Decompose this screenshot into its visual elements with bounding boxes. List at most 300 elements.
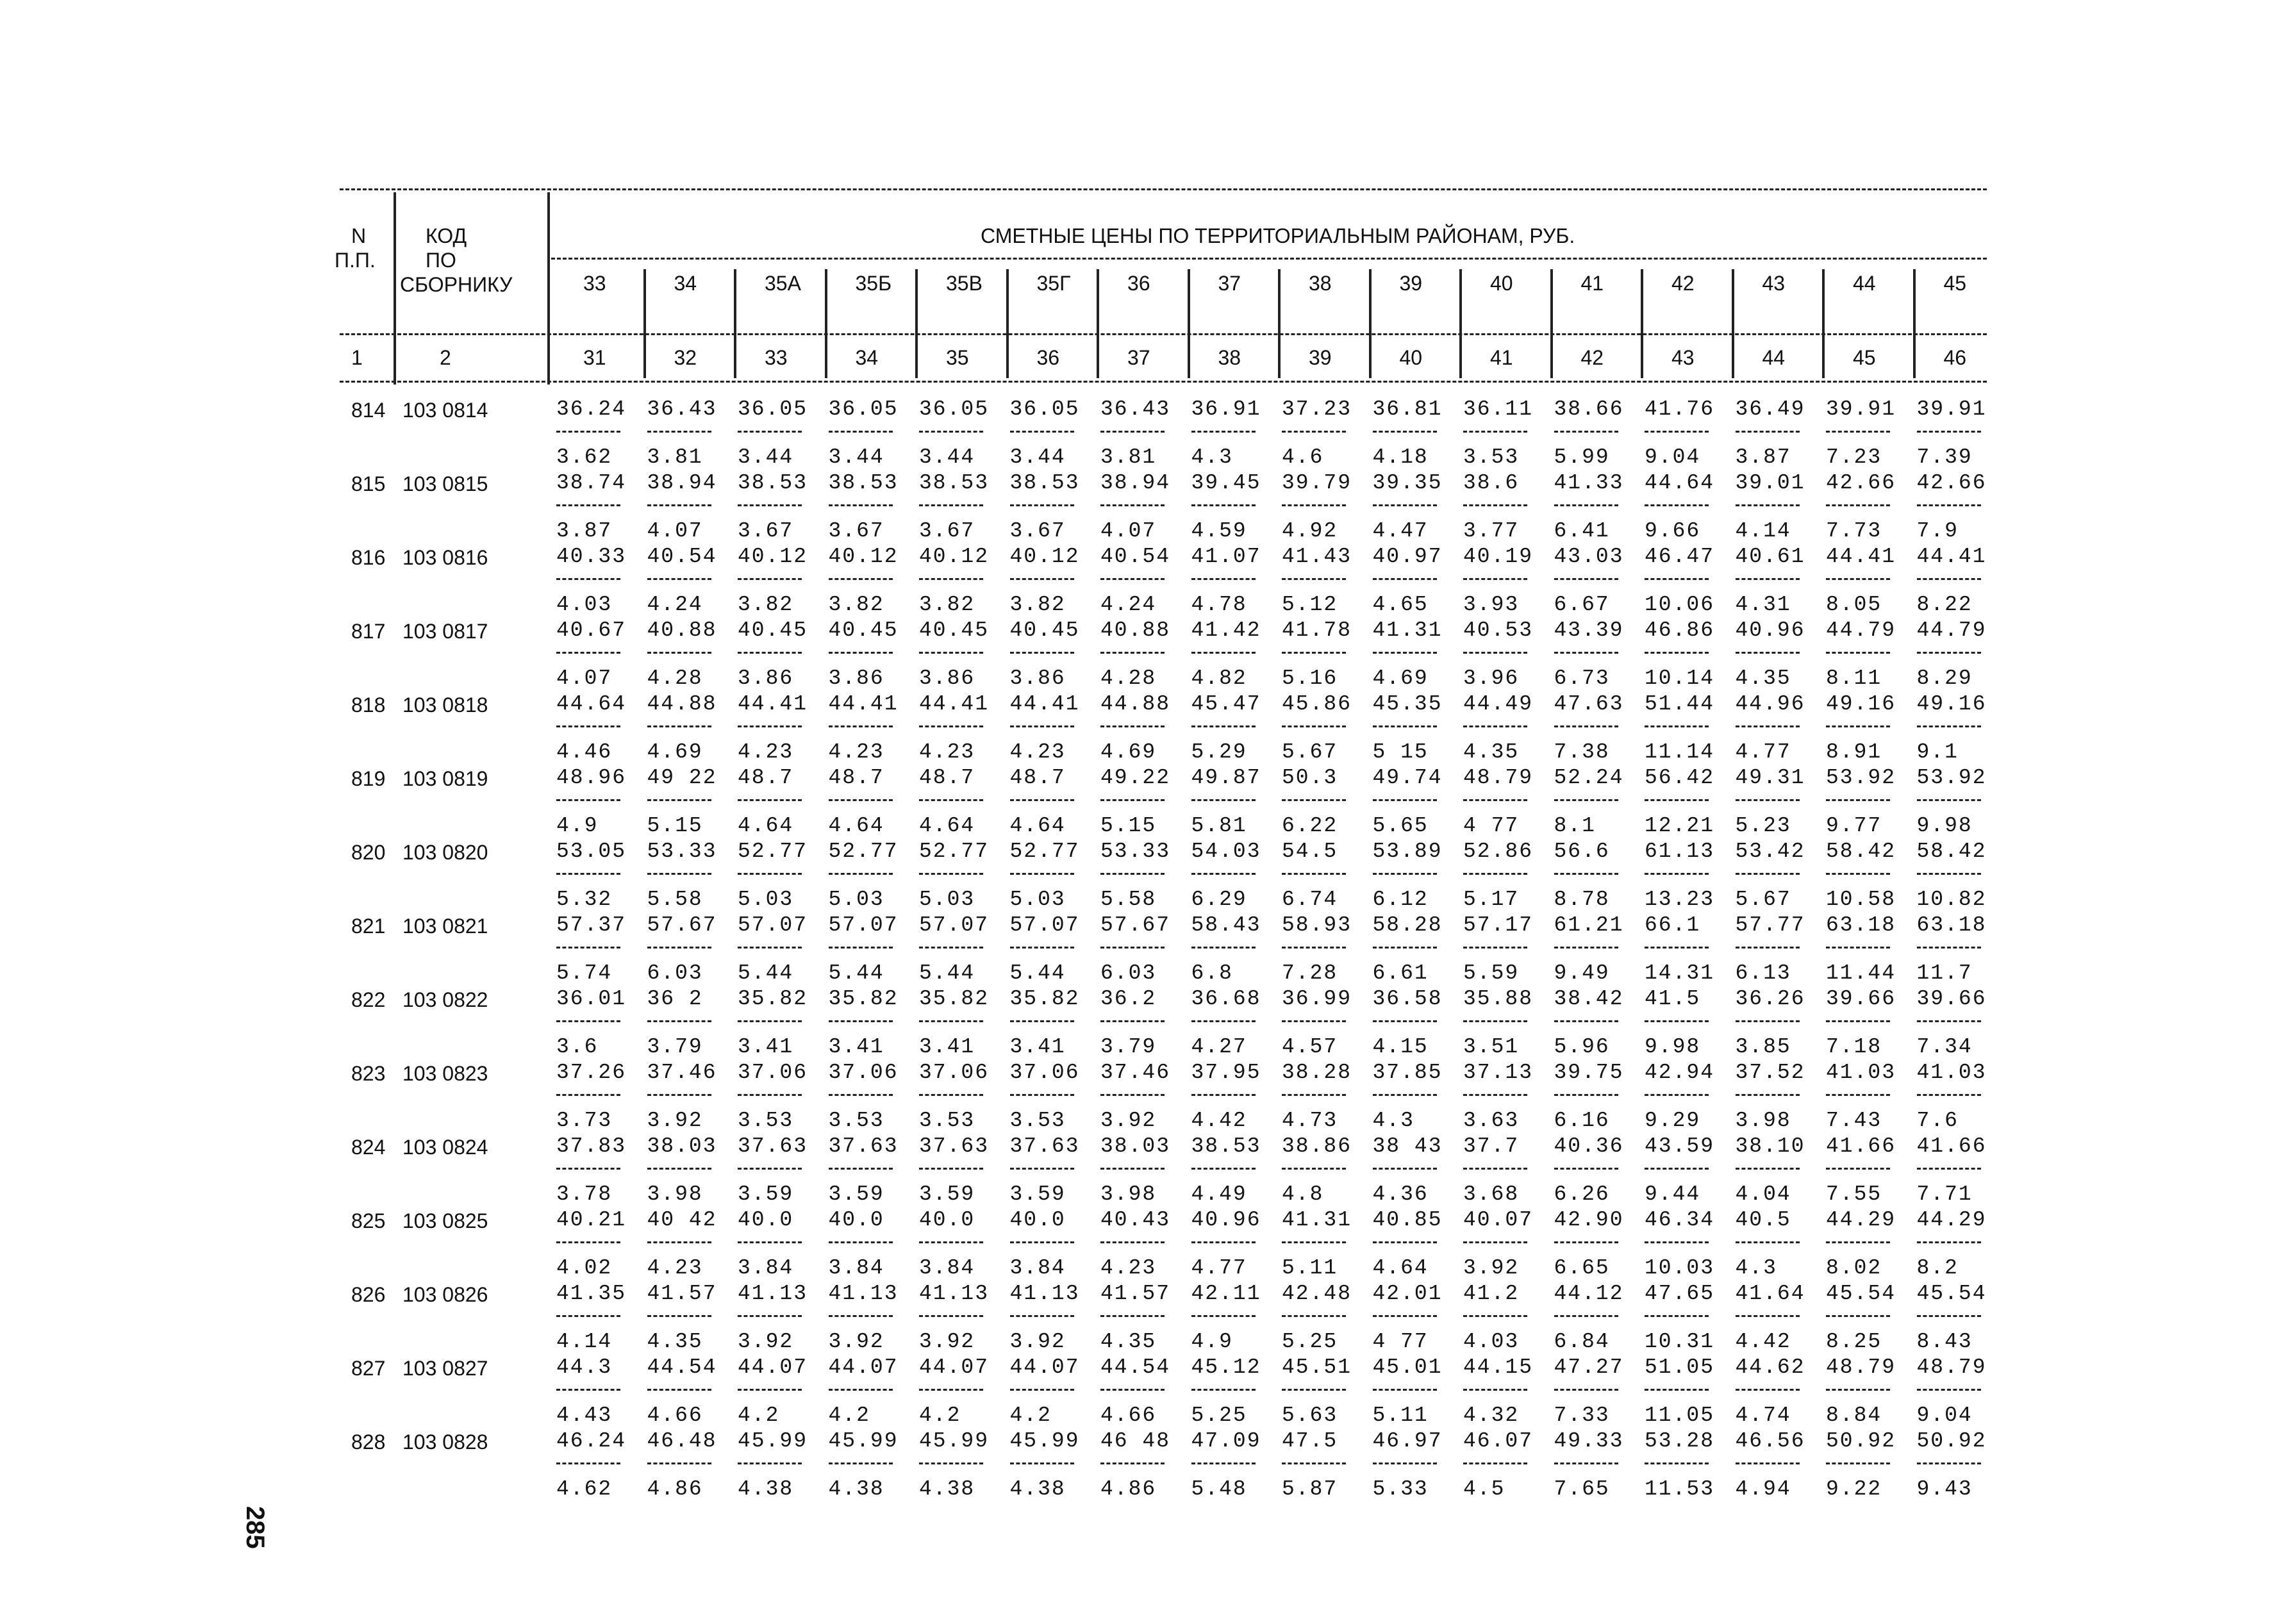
price-wage: 7.55 <box>1826 1182 1882 1206</box>
price-total: 37.06 <box>919 1061 990 1084</box>
price-total: 41.07 <box>1191 545 1261 568</box>
price-total: 48.79 <box>1826 1355 1896 1379</box>
price-total: 46.07 <box>1463 1429 1534 1453</box>
fraction-line <box>1010 1241 1074 1243</box>
fraction-line <box>647 1020 711 1022</box>
price-total: 42.48 <box>1282 1282 1352 1305</box>
price-wage: 3.96 <box>1463 667 1520 690</box>
price-total: 38.53 <box>738 471 808 495</box>
price-total: 50.92 <box>1826 1429 1896 1453</box>
fraction-line <box>1826 652 1890 654</box>
fraction-line <box>1191 1094 1256 1096</box>
price-wage: 4.14 <box>556 1330 613 1354</box>
fraction-line <box>829 725 893 727</box>
price-wage: 7.65 <box>1554 1477 1610 1501</box>
price-total: 45.86 <box>1282 692 1352 716</box>
fraction-line <box>919 504 983 506</box>
fraction-line <box>556 1389 620 1391</box>
region-divider <box>1550 269 1553 378</box>
row-code: 103 0814 <box>402 399 488 422</box>
price-total: 40.45 <box>828 618 899 642</box>
fraction-line <box>1100 578 1165 580</box>
region-divider <box>1097 269 1099 378</box>
price-total: 42.94 <box>1645 1061 1715 1084</box>
fraction-line <box>1645 799 1709 801</box>
fraction-line <box>1917 947 1981 949</box>
price-total: 57.17 <box>1463 913 1534 937</box>
fraction-line <box>556 1020 620 1022</box>
price-total: 37.26 <box>556 1061 627 1084</box>
price-total: 44.07 <box>828 1355 899 1379</box>
price-wage: 3.98 <box>1100 1182 1157 1206</box>
price-total: 41.35 <box>556 1282 627 1305</box>
price-wage: 3.78 <box>556 1182 613 1206</box>
price-wage: 10.14 <box>1645 667 1715 690</box>
fraction-line <box>1917 1315 1981 1317</box>
colnum-header: 33 <box>765 346 788 369</box>
price-total: 45.01 <box>1372 1355 1443 1379</box>
region-header: 41 <box>1580 272 1604 295</box>
price-wage: 4.3 <box>1735 1256 1777 1280</box>
colnum-header: 42 <box>1580 346 1604 369</box>
price-total: 45.51 <box>1282 1355 1352 1379</box>
fraction-line <box>829 1020 893 1022</box>
price-wage: 8.02 <box>1826 1256 1882 1280</box>
price-total: 38.6 <box>1463 471 1520 495</box>
price-wage: 4.92 <box>1282 519 1338 543</box>
region-divider <box>1822 269 1825 378</box>
fraction-line <box>1191 1168 1256 1170</box>
price-total: 49.31 <box>1735 766 1805 790</box>
row-code: 103 0827 <box>402 1357 488 1380</box>
price-wage: 4.74 <box>1735 1404 1791 1427</box>
price-total: 40.97 <box>1372 545 1443 568</box>
price-wage: 8.78 <box>1554 888 1610 911</box>
price-total: 44.07 <box>919 1355 990 1379</box>
price-wage: 4.6 <box>1282 445 1324 469</box>
price-total: 40 42 <box>647 1208 717 1232</box>
price-total: 48.7 <box>738 766 794 790</box>
price-total: 41.03 <box>1916 1061 1987 1084</box>
fraction-line <box>1917 652 1981 654</box>
price-total: 40.0 <box>919 1208 975 1232</box>
price-wage: 3.53 <box>1009 1109 1066 1132</box>
colnum-header: 41 <box>1490 346 1513 369</box>
price-total: 41.76 <box>1645 397 1715 421</box>
price-wage: 5.12 <box>1282 593 1338 617</box>
price-wage: 4.42 <box>1191 1109 1247 1132</box>
price-wage: 9.22 <box>1826 1477 1882 1501</box>
fraction-line <box>919 652 983 654</box>
price-wage: 3.84 <box>1009 1256 1066 1280</box>
fraction-line <box>1826 578 1890 580</box>
fraction-line <box>1373 1462 1437 1464</box>
price-total: 36.68 <box>1191 987 1261 1011</box>
price-wage: 6.84 <box>1554 1330 1610 1354</box>
price-wage: 3.51 <box>1463 1035 1520 1059</box>
fraction-line <box>1100 1094 1165 1096</box>
fraction-line <box>919 1094 983 1096</box>
fraction-line <box>1917 873 1981 875</box>
price-total: 40.19 <box>1463 545 1534 568</box>
price-wage: 5.15 <box>647 814 703 838</box>
price-wage: 3.41 <box>919 1035 975 1059</box>
price-wage: 8.84 <box>1826 1404 1882 1427</box>
price-total: 44.12 <box>1554 1282 1624 1305</box>
fraction-line <box>1554 1389 1618 1391</box>
price-total: 49 22 <box>647 766 717 790</box>
fraction-line <box>1463 799 1527 801</box>
price-total: 44.07 <box>738 1355 808 1379</box>
price-total: 44.41 <box>919 692 990 716</box>
price-wage: 11.7 <box>1916 961 1973 985</box>
fraction-line <box>738 1315 802 1317</box>
fraction-line <box>919 578 983 580</box>
price-total: 40.07 <box>1463 1208 1534 1232</box>
price-total: 41.64 <box>1735 1282 1805 1305</box>
fraction-line <box>1010 578 1074 580</box>
fraction-line <box>738 431 802 433</box>
fraction-line <box>647 1389 711 1391</box>
fraction-line <box>1010 799 1074 801</box>
price-total: 45.47 <box>1191 692 1261 716</box>
fraction-line <box>556 504 620 506</box>
fraction-line <box>1010 504 1074 506</box>
region-header: 40 <box>1490 272 1513 295</box>
fraction-line <box>1010 725 1074 727</box>
price-total: 36.99 <box>1282 987 1352 1011</box>
fraction-line <box>1010 1168 1074 1170</box>
price-total: 48.7 <box>828 766 884 790</box>
fraction-line <box>1645 1168 1709 1170</box>
price-wage: 3.79 <box>1100 1035 1157 1059</box>
fraction-line <box>738 1020 802 1022</box>
fraction-line <box>1010 1094 1074 1096</box>
fraction-line <box>1917 1462 1981 1464</box>
price-total: 66.1 <box>1645 913 1701 937</box>
price-wage: 7.39 <box>1916 445 1973 469</box>
price-total: 36.05 <box>738 397 808 421</box>
fraction-line <box>738 652 802 654</box>
price-wage: 5.03 <box>919 888 975 911</box>
price-wage: 3.86 <box>828 667 884 690</box>
price-wage: 10.06 <box>1645 593 1715 617</box>
price-total: 56.6 <box>1554 840 1610 863</box>
price-total: 58.28 <box>1372 913 1443 937</box>
price-wage: 5.25 <box>1282 1330 1338 1354</box>
price-wage: 4.23 <box>919 740 975 764</box>
price-wage: 4.69 <box>647 740 703 764</box>
price-wage: 9.1 <box>1916 740 1959 764</box>
row-code: 103 0823 <box>402 1062 488 1085</box>
price-wage: 6.67 <box>1554 593 1610 617</box>
price-wage: 3.86 <box>919 667 975 690</box>
price-total: 53.42 <box>1735 840 1805 863</box>
price-total: 36.26 <box>1735 987 1805 1011</box>
price-wage: 4.94 <box>1735 1477 1791 1501</box>
colnum-1: 1 <box>351 346 363 369</box>
price-total: 37.95 <box>1191 1061 1261 1084</box>
price-wage: 4.07 <box>647 519 703 543</box>
fraction-line <box>1826 947 1890 949</box>
fraction-line <box>1554 947 1618 949</box>
price-total: 38.53 <box>828 471 899 495</box>
fraction-line <box>1463 431 1527 433</box>
fraction-line <box>1826 725 1890 727</box>
price-total: 35.82 <box>919 987 990 1011</box>
price-wage: 4.8 <box>1282 1182 1324 1206</box>
price-wage: 4.03 <box>556 593 613 617</box>
price-total: 40.0 <box>828 1208 884 1232</box>
fraction-line <box>1826 1168 1890 1170</box>
fraction-line <box>1645 1462 1709 1464</box>
price-total: 40.45 <box>919 618 990 642</box>
price-wage: 5.59 <box>1463 961 1520 985</box>
price-total: 53.28 <box>1645 1429 1715 1453</box>
price-total: 57.07 <box>738 913 808 937</box>
price-wage: 3.59 <box>919 1182 975 1206</box>
fraction-line <box>919 947 983 949</box>
price-wage: 6.8 <box>1191 961 1233 985</box>
price-total: 36.43 <box>1100 397 1171 421</box>
price-wage: 4.35 <box>1463 740 1520 764</box>
price-wage: 11.44 <box>1826 961 1896 985</box>
price-total: 39.66 <box>1826 987 1896 1011</box>
fraction-line <box>1373 947 1437 949</box>
price-wage: 4.2 <box>828 1404 870 1427</box>
price-total: 42.01 <box>1372 1282 1443 1305</box>
price-total: 44.64 <box>1645 471 1715 495</box>
price-total: 41.2 <box>1463 1282 1520 1305</box>
fraction-line <box>1282 431 1346 433</box>
price-wage: 5.15 <box>1100 814 1157 838</box>
price-wage: 7.33 <box>1554 1404 1610 1427</box>
price-total: 47.5 <box>1282 1429 1338 1453</box>
fraction-line <box>919 431 983 433</box>
fraction-line <box>1191 1315 1256 1317</box>
fraction-line <box>1736 578 1800 580</box>
price-wage: 8.1 <box>1554 814 1596 838</box>
fraction-line <box>919 1462 983 1464</box>
price-wage: 4.36 <box>1372 1182 1429 1206</box>
fraction-line <box>738 947 802 949</box>
price-wage: 4.77 <box>1191 1256 1247 1280</box>
price-total: 46.86 <box>1645 618 1715 642</box>
price-wage: 3.53 <box>1463 445 1520 469</box>
fraction-line <box>1826 1094 1890 1096</box>
price-total: 39.35 <box>1372 471 1443 495</box>
fraction-line <box>1463 578 1527 580</box>
fraction-line <box>1463 947 1527 949</box>
price-wage: 5.44 <box>828 961 884 985</box>
header-mid-rule <box>340 333 1987 335</box>
price-wage: 4.64 <box>1372 1256 1429 1280</box>
price-total: 44.41 <box>1009 692 1080 716</box>
region-divider <box>825 269 827 378</box>
price-total: 36 2 <box>647 987 703 1011</box>
fraction-line <box>1373 1168 1437 1170</box>
price-wage: 5.81 <box>1191 814 1247 838</box>
price-total: 53.33 <box>647 840 717 863</box>
fraction-line <box>1917 725 1981 727</box>
fraction-line <box>829 431 893 433</box>
price-wage: 14.31 <box>1645 961 1715 985</box>
fraction-line <box>647 431 711 433</box>
fraction-line <box>1100 652 1165 654</box>
header-divider-code <box>547 192 550 385</box>
fraction-line <box>556 1168 620 1170</box>
header-divider-num <box>394 192 396 385</box>
price-wage: 9.44 <box>1645 1182 1701 1206</box>
price-wage: 13.23 <box>1645 888 1715 911</box>
fraction-line <box>1554 652 1618 654</box>
price-wage: 4 77 <box>1463 814 1520 838</box>
fraction-line <box>647 947 711 949</box>
price-wage: 3.92 <box>1100 1109 1157 1132</box>
price-total: 52.77 <box>919 840 990 863</box>
price-wage: 4.38 <box>919 1477 975 1501</box>
fraction-line <box>738 1168 802 1170</box>
fraction-line <box>556 1462 620 1464</box>
fraction-line <box>647 873 711 875</box>
region-header: 45 <box>1943 272 1967 295</box>
price-wage: 8.91 <box>1826 740 1882 764</box>
row-code: 103 0828 <box>402 1430 488 1454</box>
fraction-line <box>1373 431 1437 433</box>
price-total: 49.87 <box>1191 766 1261 790</box>
region-divider <box>1459 269 1462 378</box>
price-total: 40.21 <box>556 1208 627 1232</box>
fraction-line <box>1917 504 1981 506</box>
price-total: 38.42 <box>1554 987 1624 1011</box>
row-number: 814 <box>351 399 386 422</box>
price-total: 38.86 <box>1282 1134 1352 1158</box>
price-wage: 4.35 <box>1100 1330 1157 1354</box>
fraction-line <box>1191 873 1256 875</box>
price-total: 63.18 <box>1916 913 1987 937</box>
price-wage: 3.67 <box>828 519 884 543</box>
fraction-line <box>556 725 620 727</box>
fraction-line <box>556 1315 620 1317</box>
fraction-line <box>829 1389 893 1391</box>
price-total: 40.53 <box>1463 618 1534 642</box>
fraction-line <box>738 873 802 875</box>
price-wage: 3.59 <box>738 1182 794 1206</box>
price-total: 36.01 <box>556 987 627 1011</box>
price-total: 48.79 <box>1463 766 1534 790</box>
price-total: 41.78 <box>1282 618 1352 642</box>
price-wage: 3.59 <box>828 1182 884 1206</box>
fraction-line <box>738 1241 802 1243</box>
price-total: 40.67 <box>556 618 627 642</box>
price-total: 41.33 <box>1554 471 1624 495</box>
fraction-line <box>1645 1241 1709 1243</box>
fraction-line <box>1917 578 1981 580</box>
price-total: 36.43 <box>647 397 717 421</box>
price-total: 40.45 <box>1009 618 1080 642</box>
price-total: 44.3 <box>556 1355 613 1379</box>
fraction-line <box>1373 1020 1437 1022</box>
price-wage: 3.6 <box>556 1035 599 1059</box>
fraction-line <box>1736 1241 1800 1243</box>
price-total: 53.89 <box>1372 840 1443 863</box>
price-total: 38.53 <box>919 471 990 495</box>
fraction-line <box>829 652 893 654</box>
price-total: 38.53 <box>1009 471 1080 495</box>
row-code: 103 0820 <box>402 841 488 864</box>
price-wage: 5.58 <box>1100 888 1157 911</box>
price-wage: 5.23 <box>1735 814 1791 838</box>
price-total: 37.06 <box>1009 1061 1080 1084</box>
price-total: 37.06 <box>828 1061 899 1084</box>
price-total: 53.33 <box>1100 840 1171 863</box>
fraction-line <box>1645 431 1709 433</box>
price-wage: 4.35 <box>647 1330 703 1354</box>
price-wage: 4.64 <box>828 814 884 838</box>
price-total: 35.82 <box>738 987 808 1011</box>
header-num-label-2: П.П. <box>335 249 376 272</box>
fraction-line <box>1554 431 1618 433</box>
fraction-line <box>1463 1315 1527 1317</box>
row-code: 103 0822 <box>402 988 488 1011</box>
price-wage: 4.66 <box>647 1404 703 1427</box>
row-code: 103 0824 <box>402 1136 488 1159</box>
price-wage: 7.43 <box>1826 1109 1882 1132</box>
price-wage: 4.28 <box>1100 667 1157 690</box>
price-total: 42.66 <box>1916 471 1987 495</box>
price-total: 38.66 <box>1554 397 1624 421</box>
price-total: 48.7 <box>1009 766 1066 790</box>
price-total: 42.90 <box>1554 1208 1624 1232</box>
price-wage: 3.44 <box>1009 445 1066 469</box>
price-wage: 4.38 <box>1009 1477 1066 1501</box>
price-wage: 7.71 <box>1916 1182 1973 1206</box>
fraction-line <box>738 1094 802 1096</box>
fraction-line <box>1917 1168 1981 1170</box>
price-wage: 3.68 <box>1463 1182 1520 1206</box>
price-wage: 4.03 <box>1463 1330 1520 1354</box>
price-total: 38.74 <box>556 471 627 495</box>
price-wage: 8.22 <box>1916 593 1973 617</box>
price-wage: 4.38 <box>738 1477 794 1501</box>
colnum-header: 45 <box>1853 346 1876 369</box>
price-wage: 6.12 <box>1372 888 1429 911</box>
price-total: 39.75 <box>1554 1061 1624 1084</box>
price-wage: 4.18 <box>1372 445 1429 469</box>
fraction-line <box>1100 947 1165 949</box>
fraction-line <box>1191 578 1256 580</box>
region-divider <box>1188 269 1190 378</box>
price-total: 45.54 <box>1826 1282 1896 1305</box>
fraction-line <box>1554 1020 1618 1022</box>
price-total: 58.42 <box>1916 840 1987 863</box>
price-wage: 5.29 <box>1191 740 1247 764</box>
fraction-line <box>1282 1020 1346 1022</box>
price-total: 49.16 <box>1826 692 1896 716</box>
price-total: 54.03 <box>1191 840 1261 863</box>
fraction-line <box>1554 504 1618 506</box>
fraction-line <box>1191 652 1256 654</box>
price-total: 40.54 <box>1100 545 1171 568</box>
fraction-line <box>919 1168 983 1170</box>
price-total: 40.12 <box>1009 545 1080 568</box>
colnum-header: 35 <box>946 346 969 369</box>
price-wage: 4.24 <box>1100 593 1157 617</box>
price-total: 41.43 <box>1282 545 1352 568</box>
price-total: 57.67 <box>1100 913 1171 937</box>
price-wage: 8.29 <box>1916 667 1973 690</box>
price-total: 36.05 <box>1009 397 1080 421</box>
